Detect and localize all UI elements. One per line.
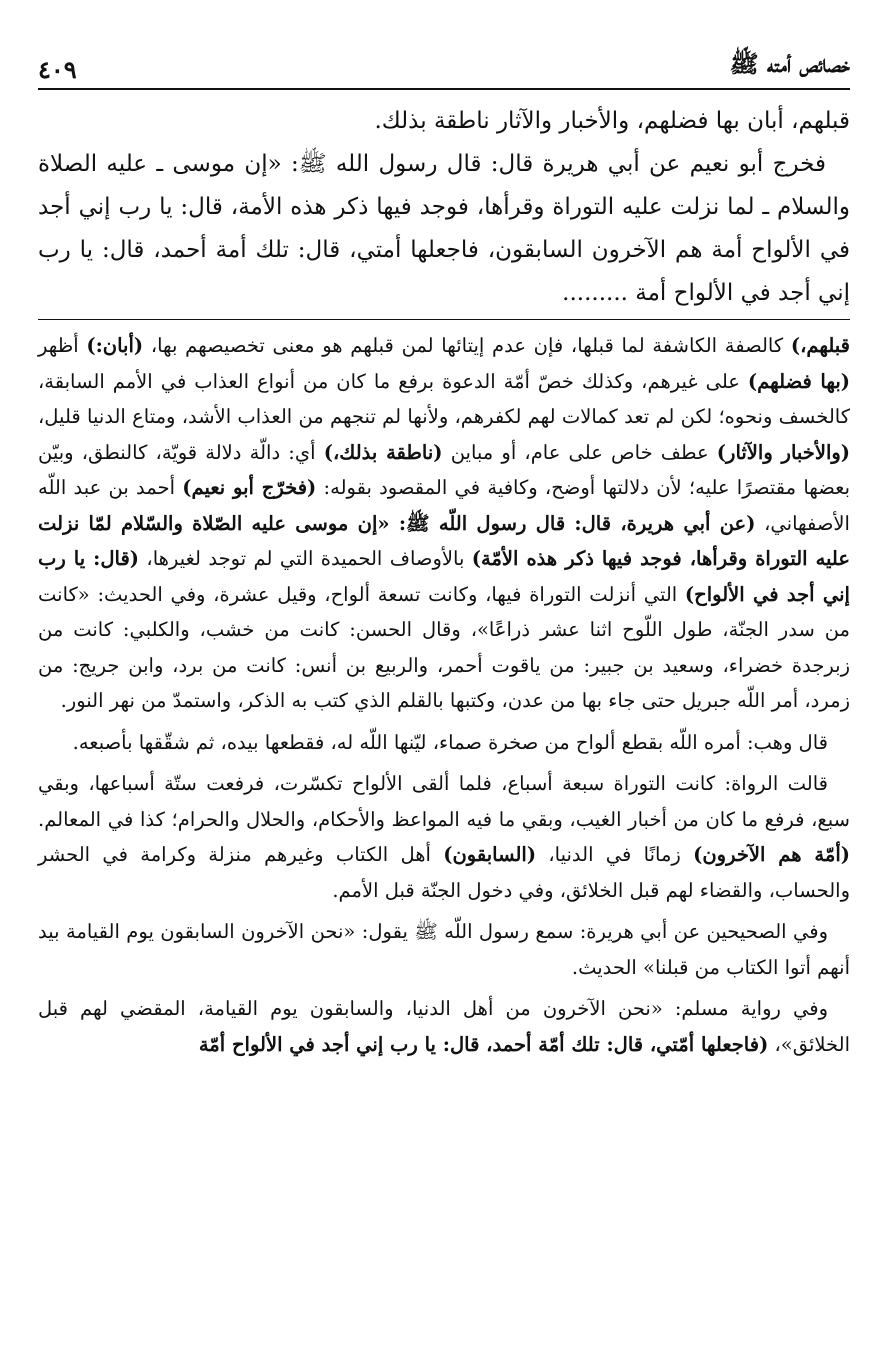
main-paragraph-1: قبلهم، أبان بها فضلهم، والأخبار والآثار ناطقة بذلك. bbox=[374, 108, 850, 134]
commentary-paragraph-3 bbox=[38, 766, 850, 908]
commentary-text-run: زمانًا في الدنيا، bbox=[536, 843, 694, 866]
lemma: (السابقون) bbox=[443, 843, 537, 866]
lemma: (فاجعلها أمّتي، قال: تلك أمّة أحمد، قال: يا رب إني أجد في الألواح أمّة bbox=[198, 1032, 769, 1056]
commentary-text-run: على غيرهم، وكذلك خصّ أمّة الدعوة برفع ما كان من أنواع العذاب في الأمم السابقة، كالخسف ونحوه؛ لكن لم تعد كمالات لهم لكفرهم، ولأنها لم تنجهم من العذاب الأشد، ومتاع الدنيا قليل، bbox=[38, 369, 850, 428]
lemma: (قال: يا رب إني أجد في الألواح) bbox=[38, 547, 850, 606]
commentary-paragraph-4: وفي الصحيحين عن أبي هريرة: سمع رسول اللّه ﷺ يقول: «نحن الآخرون السابقون يوم القيامة بيد أنهم أتوا الكتاب من قبلنا» الحديث. bbox=[38, 920, 850, 979]
commentary-text-run: أهل الكتاب وغيرهم منزلة وكرامة في الحشر والحساب، والقضاء لهم قبل الخلائق، وفي دخول الجنّة قبل الأمم. bbox=[38, 843, 850, 902]
commentary-text-run: أي: دالّة دلالة قويّة، كالنطق، وبيّن بعضها مقتصرًا عليه؛ لأن دلالتها أوضح، وكافية في المقصود بقوله: bbox=[38, 440, 851, 499]
commentary-paragraph-1 bbox=[38, 328, 850, 719]
commentary-divider bbox=[38, 319, 850, 320]
lemma: قبلهم،) bbox=[790, 334, 850, 357]
main-text bbox=[38, 100, 850, 315]
lemma: (والأخبار والآثار) bbox=[716, 440, 851, 464]
commentary-text-run: أحمد بن عبد اللّه الأصفهاني، bbox=[38, 476, 850, 535]
running-title: خصائص أمته ﷺ bbox=[729, 49, 850, 78]
commentary-text-run: أظهر bbox=[38, 334, 87, 357]
commentary-text-run: قالت الرواة: كانت التوراة سبعة أسباع، فلما ألقى الألواح تكسّرت، فرفعت ستّة أسباعها، وبقي سبع، فرفع ما كان من أخبار الغيب، وبقي ما فيه المواعظ والأحكام، والحلال والحرام؛ كذا في المعالم. bbox=[38, 772, 850, 831]
commentary-text-run: كالصفة الكاشفة لما قبلها، فإن عدم إيتائها لمن قبلهم هو معنى تخصيصهم بها، bbox=[143, 334, 791, 357]
lemma: (أمّة هم الآخرون) bbox=[693, 843, 850, 866]
commentary-paragraph-5 bbox=[38, 991, 850, 1062]
commentary-text bbox=[38, 328, 850, 1062]
page-number: ٤٠٩ bbox=[38, 55, 77, 84]
lemma: (ناطقة بذلك،) bbox=[323, 440, 443, 464]
book-page bbox=[38, 40, 850, 1068]
commentary-text-run: بالأوصاف الحميدة التي لم توجد لغيرها، bbox=[139, 547, 472, 570]
commentary-text-run: التي أنزلت التوراة فيها، وكانت تسعة ألواح، وقيل عشرة، وفي الحديث: «كانت من سدر الجنّة، طول اللّوح اثنا عشر ذراعًا»، وقال الحسن: كانت من خشب، والكلبي: كانت من زبرجدة خضراء، وسعيد بن جبير: من ياقوت أحمر، والربيع بن أنس: كانت من برد، وابن جريج: من زمرد، أمر اللّه جبريل حتى جاء بها من عدن، وكتبها بالقلم الذي كتب به الذكر، واستمدّ من نهر النور. bbox=[38, 582, 851, 712]
commentary-paragraph-2: قال وهب: أمره اللّه بقطع ألواح من صخرة صماء، ليّنها اللّه له، فقطعها بيده، ثم شقّقها بأصبعه. bbox=[72, 730, 828, 754]
commentary-text-run: وفي رواية مسلم: «نحن الآخرون من أهل الدنيا، والسابقون يوم القيامة، المقضي لهم قبل الخلائق»، bbox=[38, 997, 850, 1056]
lemma: (عن أبي هريرة، قال: قال رسول اللّه ﷺ: «إن موسى عليه الصّلاة والسّلام لمّا نزلت عليه التوراة وقرأها، فوجد فيها ذكر هذه الأمّة) bbox=[38, 511, 850, 570]
lemma: (أبان:) bbox=[86, 334, 144, 357]
page-header bbox=[38, 40, 850, 90]
commentary-text-run: عطف خاص على عام، أو مباين bbox=[442, 440, 717, 464]
main-paragraph-2: فخرج أبو نعيم عن أبي هريرة قال: قال رسول الله ﷺ: «إن موسى ـ عليه الصلاة والسلام ـ لما نزلت عليه التوراة وقرأها، فوجد فيها ذكر هذه الأمة، قال: يا رب إني أجد في الألواح أمة هم الآخرون السابقون، فاجعلها أمتي، قال: تلك أمة أحمد، قال: يا رب إني أجد في الألواح أمة ......... bbox=[38, 151, 850, 306]
lemma: (بها فضلهم) bbox=[747, 369, 850, 393]
lemma: (فخرّج أبو نعيم) bbox=[182, 476, 317, 499]
